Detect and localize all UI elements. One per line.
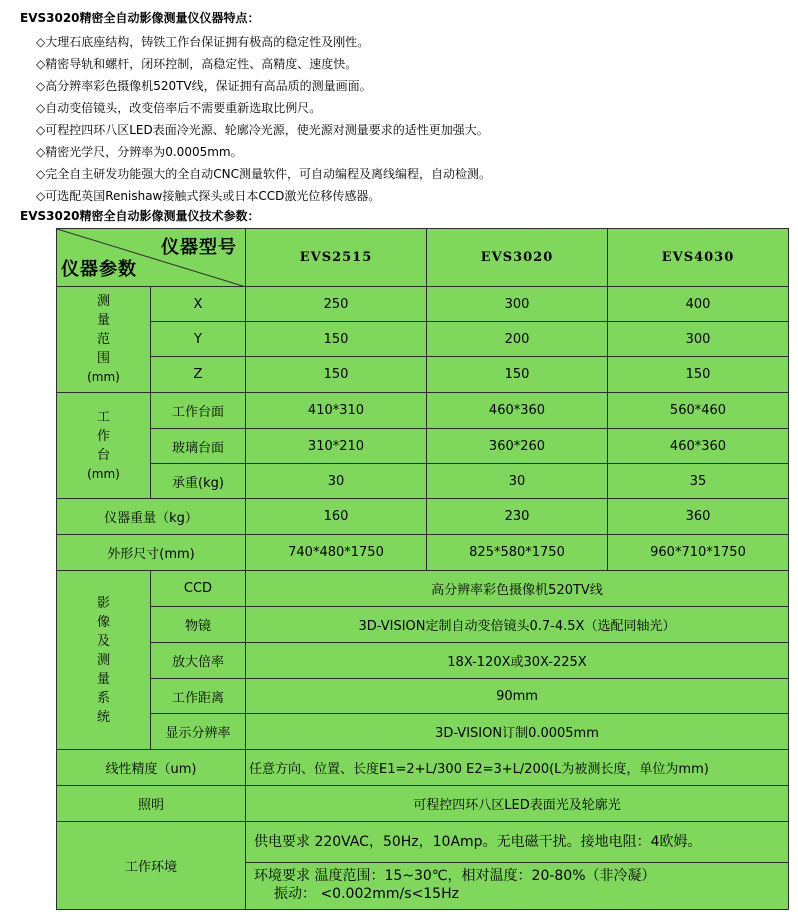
table-cell: 410*310 [246, 393, 427, 429]
weight-label: 仪器重量（kg） [57, 499, 246, 535]
table-cell: 30 [427, 464, 608, 499]
feature-item: ◇自动变倍镜头，改变倍率后不需要重新选取比例尺。 [36, 101, 322, 115]
axis-label: X [151, 287, 246, 322]
accuracy-label: 线性精度（um) [57, 750, 246, 786]
table-cell: 150 [246, 322, 427, 357]
imaging-group-label: 影 像 及 测 量 系 统 [57, 571, 151, 750]
model-header: EVS2515 [246, 229, 427, 287]
lighting-label: 照明 [57, 786, 246, 822]
row-label: 放大倍率 [151, 643, 246, 679]
accuracy-value: 任意方向、位置、长度E1=2+L/300 E2=3+L/200(L为被测长度，单位为mm) [246, 750, 789, 786]
feature-item: ◇完全自主研发功能强大的全自动CNC测量软件，可自动编程及离线编程，自动检测。 [36, 167, 491, 181]
specs-heading: EVS3020精密全自动影像测量仪技术参数： [20, 209, 260, 223]
environment-cell [246, 822, 789, 910]
table-cell: 30 [246, 464, 427, 499]
table-cell: 150 [427, 357, 608, 393]
table-cell: 360*260 [427, 429, 608, 464]
feature-item: ◇精密导轨和螺杆，闭环控制，高稳定性、高精度、速度快。 [36, 57, 358, 71]
feature-item: ◇可程控四环八区LED表面冷光源、轮廓冷光源，使光源对测量要求的适性更加强大。 [36, 123, 489, 137]
row-label: 显示分辨率 [151, 714, 246, 750]
vibration-line: 振动： <0.002mm/s<15Hz [274, 886, 459, 902]
table-cell: 150 [608, 357, 789, 393]
row-label: 承重(kg) [151, 464, 246, 499]
table-cell: 高分辨率彩色摄像机520TV线 [246, 571, 789, 607]
feature-item: ◇可选配英国Renishaw接触式探头或日本CCD激光位移传感器。 [36, 189, 381, 203]
power-requirement: 供电要求 220VAC，50Hz，10Amp。无电磁干扰。接地电阻：4欧姆。 [246, 822, 788, 863]
model-header: EVS4030 [608, 229, 789, 287]
table-cell: 360 [608, 499, 789, 535]
model-header: EVS3020 [427, 229, 608, 287]
axis-label: Z [151, 357, 246, 393]
table-cell: 35 [608, 464, 789, 499]
table-cell: 90mm [246, 679, 789, 714]
axis-label: Y [151, 322, 246, 357]
table-cell: 200 [427, 322, 608, 357]
table-cell: 825*580*1750 [427, 535, 608, 571]
table-cell: 560*460 [608, 393, 789, 429]
row-label: CCD [151, 571, 246, 607]
table-cell: 300 [608, 322, 789, 357]
row-label: 玻璃台面 [151, 429, 246, 464]
row-label: 物镜 [151, 607, 246, 643]
table-cell: 740*480*1750 [246, 535, 427, 571]
spec-table [56, 228, 789, 910]
table-cell: 150 [246, 357, 427, 393]
table-cell: 960*710*1750 [608, 535, 789, 571]
feature-item: ◇精密光学尺，分辨率为0.0005mm。 [36, 145, 243, 159]
features-heading: EVS3020精密全自动影像测量仪仪器特点： [20, 11, 260, 25]
row-label: 工作台面 [151, 393, 246, 429]
corner-param-label: 仪器参数 [61, 259, 137, 280]
table-corner-header [57, 229, 246, 287]
table-cell: 18X-120X或30X-225X [246, 643, 789, 679]
env-line: 环境要求 温度范围：15~30℃，相对温度：20-80%（非冷凝） [254, 868, 656, 884]
feature-item: ◇大理石底座结构，铸铁工作台保证拥有极高的稳定性及刚性。 [36, 35, 370, 49]
dimension-label: 外形尺寸(mm) [57, 535, 246, 571]
table-cell: 3D-VISION订制0.0005mm [246, 714, 789, 750]
lighting-value: 可程控四环八区LED表面光及轮廓光 [246, 786, 789, 822]
table-cell: 250 [246, 287, 427, 322]
worktable-group-label: 工 作 台 (mm) [57, 393, 151, 499]
feature-item: ◇高分辨率彩色摄像机520TV线，保证拥有高品质的测量画面。 [36, 79, 372, 93]
environment-label: 工作环境 [57, 822, 246, 910]
range-group-label: 测 量 范 围 (mm) [57, 287, 151, 393]
table-cell: 400 [608, 287, 789, 322]
table-cell: 310*210 [246, 429, 427, 464]
table-cell: 230 [427, 499, 608, 535]
row-label: 工作距离 [151, 679, 246, 714]
environment-requirement [246, 863, 788, 905]
table-cell: 300 [427, 287, 608, 322]
table-cell: 460*360 [608, 429, 789, 464]
corner-model-label: 仪器型号 [161, 237, 237, 258]
table-cell: 160 [246, 499, 427, 535]
table-cell: 3D-VISION定制自动变倍镜头0.7-4.5X（选配同轴光） [246, 607, 789, 643]
table-cell: 460*360 [427, 393, 608, 429]
